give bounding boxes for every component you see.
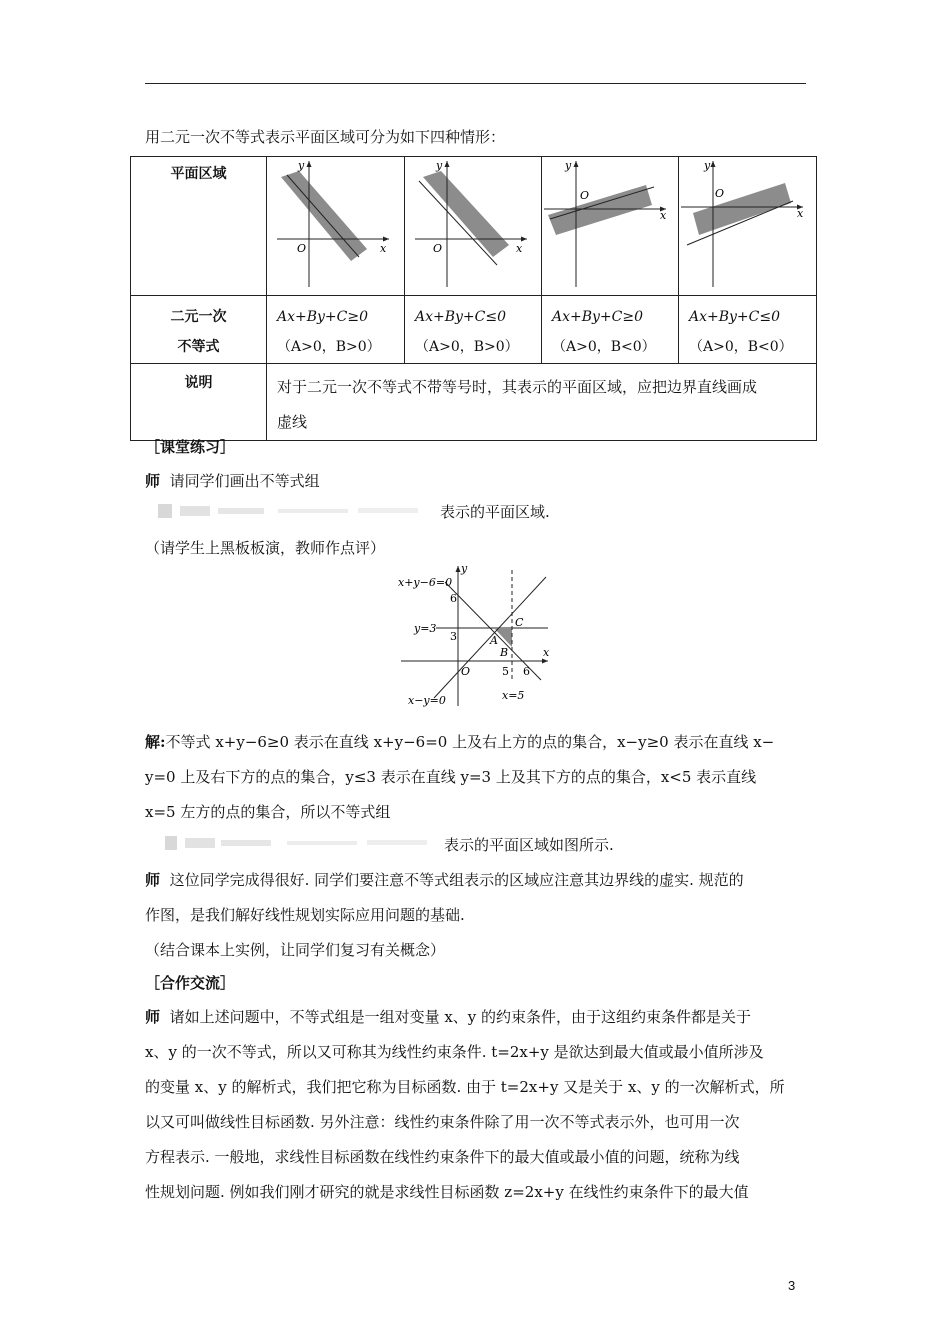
svg-text:x−y=0: x−y=0 [408,694,446,707]
svg-text:x: x [660,209,667,222]
solution-line-2: y=0 上及右下方的点的集合，y≤3 表示在直线 y=3 上及其下方的点的集合，x<5 表示直线 [145,768,757,786]
note-blackboard: （请学生上黑板板演，教师作点评） [145,539,386,557]
teacher-line-3: 师 诸如上述问题中，不等式组是一组对变量 x、y 的约束条件，由于这组约束条件都是关于 [145,1008,752,1026]
svg-text:O: O [580,189,590,202]
svg-text:y=3: y=3 [414,622,437,635]
note-cell: 对于二元一次不等式不带等号时，其表示的平面区域，应把边界直线画成 虚线 [267,364,817,441]
note-textbook: （结合课本上实例，让同学们复习有关概念） [145,941,446,959]
region-graph-2 [405,157,542,296]
para-line-d: 以又可叫做线性目标函数. 另外注意：线性约束条件除了用一次不等式表示外，也可用一次 [145,1113,740,1131]
row-head-inequality: 二元一次 不等式 [131,296,267,364]
svg-text:O: O [297,242,307,255]
ineq-case-2: Ax+By+C≤0 （A>0，B>0） [405,296,542,364]
svg-text:3: 3 [450,630,457,643]
ineq-case-3: Ax+By+C≥0 （A>0，B<0） [542,296,679,364]
intro-text: 用二元一次不等式表示平面区域可分为如下四种情形： [145,128,506,146]
teacher-line-2b: 作图，是我们解好线性规划实际应用问题的基础. [145,906,465,924]
svg-text:x=5: x=5 [502,689,525,702]
solution-line-3: x=5 左方的点的集合，所以不等式组 [145,803,391,821]
para-line-e: 方程表示. 一般地，求线性目标函数在线性约束条件下的最大值或最小值的问题，统称为线 [145,1148,740,1166]
inequality-system-image-2 [165,832,437,854]
svg-text:5: 5 [502,665,509,678]
svg-text:x+y−6=0: x+y−6=0 [398,576,453,589]
svg-text:y: y [461,562,468,575]
header-rule [145,83,806,84]
svg-text:y: y [436,159,443,172]
region-graph-3 [542,157,679,296]
region-graph-1 [267,157,405,296]
svg-text:y: y [704,159,711,172]
inequality-system-image [158,500,430,522]
region-graph-4 [679,157,817,296]
svg-text:O: O [461,665,471,678]
svg-text:A: A [490,634,498,647]
svg-text:C: C [515,616,524,629]
teacher-line-2: 师 这位同学完成得很好. 同学们要注意不等式组表示的区域应注意其边界线的虚实. 规范的 [145,871,744,889]
svg-text:6: 6 [523,665,530,678]
solution-line-4-tail: 表示的平面区域如图所示. [444,836,614,854]
svg-text:B: B [500,646,509,659]
svg-text:y: y [565,159,572,172]
para-line-f: 性规划问题. 例如我们刚才研究的就是求线性目标函数 z=2x+y 在线性约束条件下的最大值 [145,1183,749,1201]
region-table [130,156,817,441]
section-practice: ［课堂练习］ [145,438,236,456]
svg-text:O: O [433,242,443,255]
para-line-b: x、y 的一次不等式，所以又可称其为线性约束条件. t=2x+y 是欲达到最大值或最小值所涉及 [145,1043,764,1061]
svg-text:x: x [380,242,387,255]
svg-text:O: O [715,187,725,200]
teacher-line-1-tail: 表示的平面区域. [440,503,550,521]
svg-text:6: 6 [450,592,457,605]
svg-text:x: x [797,207,804,220]
svg-text:x: x [516,242,523,255]
svg-text:y: y [298,159,305,172]
row-head-note: 说明 [131,364,267,441]
solution-line-1: 解:不等式 x+y−6≥0 表示在直线 x+y−6=0 上及右上方的点的集合，x−y≥0 表示在直线 x− [145,733,775,751]
ineq-case-1: Ax+By+C≥0 （A>0，B>0） [267,296,405,364]
teacher-line-1: 师 请同学们画出不等式组 [145,472,320,490]
row-head-region: 平面区域 [131,157,267,296]
svg-text:x: x [543,646,550,659]
section-cooperate: ［合作交流］ [145,974,236,992]
ineq-case-4: Ax+By+C≤0 （A>0，B<0） [679,296,817,364]
para-line-c: 的变量 x、y 的解析式，我们把它称为目标函数. 由于 t=2x+y 又是关于 x、y 的一次解析式，所 [145,1078,785,1096]
inequality-graph [398,562,558,710]
page-number: 3 [788,1278,796,1293]
